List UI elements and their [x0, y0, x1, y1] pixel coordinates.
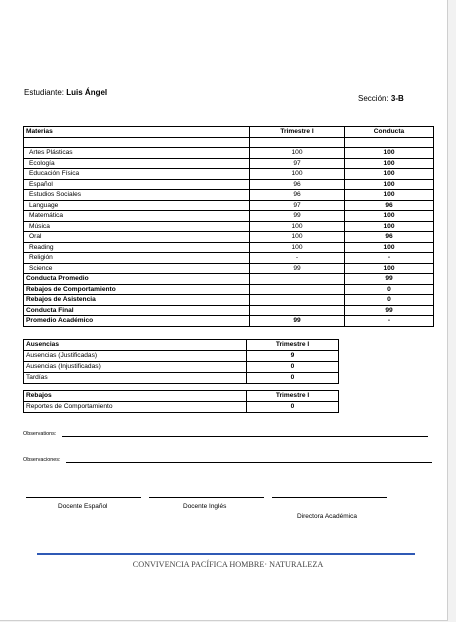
signature-line-english	[149, 497, 264, 498]
deduction-count: 0	[247, 402, 339, 413]
grades-table	[23, 126, 434, 327]
conduct-grade: -	[345, 253, 434, 264]
table-header-row	[24, 391, 339, 402]
summary-label: Promedio Académico	[24, 316, 250, 327]
table-row	[24, 190, 434, 201]
summary-row	[24, 284, 434, 295]
column-header: Trimestre I	[247, 340, 339, 351]
absence-type: Tardías	[24, 373, 247, 384]
table-spacer-row	[24, 138, 434, 148]
section-label: Sección:	[358, 94, 389, 103]
signature-line-director	[272, 497, 387, 498]
table-row	[24, 211, 434, 222]
summary-trimester: 99	[250, 316, 345, 327]
summary-conduct: 99	[345, 305, 434, 316]
column-header: Conducta	[345, 127, 434, 138]
subject-name: Religión	[24, 253, 250, 264]
conduct-grade: 96	[345, 232, 434, 243]
section-line	[358, 94, 404, 103]
summary-row	[24, 274, 434, 285]
conduct-grade: 100	[345, 169, 434, 180]
summary-conduct: 0	[345, 295, 434, 306]
trimester-grade: 100	[250, 169, 345, 180]
student-name: Luis Ángel	[66, 88, 108, 97]
conduct-grade: 100	[345, 242, 434, 253]
table-row	[24, 169, 434, 180]
conduct-grade: 96	[345, 200, 434, 211]
subject-name: Artes Plásticas	[24, 148, 250, 159]
table-row	[24, 221, 434, 232]
trimester-grade: 96	[250, 190, 345, 201]
trimester-grade: 99	[250, 263, 345, 274]
subject-name: Science	[24, 263, 250, 274]
empty-cell	[345, 138, 434, 148]
signature-label-spanish: Docente Español	[58, 503, 108, 510]
summary-conduct: -	[345, 316, 434, 327]
student-label: Estudiante:	[24, 88, 65, 97]
footer-divider	[37, 553, 415, 555]
signature-label-director: Directora Académica	[297, 513, 357, 520]
table-row	[24, 232, 434, 243]
conduct-grade: 100	[345, 190, 434, 201]
subject-name: Language	[24, 200, 250, 211]
deductions-table	[23, 390, 339, 413]
summary-conduct: 99	[345, 274, 434, 285]
table-row	[24, 263, 434, 274]
trimester-grade: 97	[250, 158, 345, 169]
subject-name: Matemática	[24, 211, 250, 222]
summary-label: Conducta Promedio	[24, 274, 250, 285]
subject-name: Oral	[24, 232, 250, 243]
table-header-row	[24, 340, 339, 351]
summary-label: Rebajos de Asistencia	[24, 295, 250, 306]
table-row	[24, 242, 434, 253]
summary-conduct: 0	[345, 284, 434, 295]
summary-label: Conducta Final	[24, 305, 250, 316]
conduct-grade: 100	[345, 263, 434, 274]
column-header: Trimestre I	[247, 391, 339, 402]
signature-line-spanish	[26, 497, 141, 498]
signature-label-english: Docente Inglés	[183, 503, 227, 510]
trimester-grade: 100	[250, 221, 345, 232]
trimester-grade: -	[250, 253, 345, 264]
column-header: Ausencias	[24, 340, 247, 351]
student-line	[24, 88, 107, 97]
table-row	[24, 158, 434, 169]
trimester-grade: 97	[250, 200, 345, 211]
absences-table	[23, 339, 339, 384]
absence-type: Ausencias (Justificadas)	[24, 351, 247, 362]
subject-name: Español	[24, 179, 250, 190]
section-value: 3-B	[390, 94, 404, 103]
column-header: Rebajos	[24, 391, 247, 402]
subject-name: Estudios Sociales	[24, 190, 250, 201]
observations-label-en: Observations:	[23, 431, 57, 437]
footer-motto: CONVIVENCIA PACÍFICA HOMBRE· NATURALEZA	[132, 560, 324, 569]
summary-trimester	[250, 274, 345, 285]
observations-line-es	[66, 462, 432, 463]
trimester-grade: 100	[250, 148, 345, 159]
table-header-row	[24, 127, 434, 138]
table-row	[24, 200, 434, 211]
trimester-grade: 96	[250, 179, 345, 190]
column-header: Trimestre I	[250, 127, 345, 138]
summary-trimester	[250, 284, 345, 295]
trimester-grade: 99	[250, 211, 345, 222]
trimester-grade: 100	[250, 242, 345, 253]
absence-count: 9	[247, 351, 339, 362]
column-header: Materias	[24, 127, 250, 138]
observations-line-en	[62, 436, 428, 437]
trimester-grade: 100	[250, 232, 345, 243]
subject-name: Educación Física	[24, 169, 250, 180]
empty-cell	[24, 138, 250, 148]
subject-name: Ecología	[24, 158, 250, 169]
summary-trimester	[250, 295, 345, 306]
summary-trimester	[250, 305, 345, 316]
conduct-grade: 100	[345, 211, 434, 222]
empty-cell	[250, 138, 345, 148]
summary-row	[24, 305, 434, 316]
summary-row	[24, 295, 434, 306]
observations-label-es: Observaciones:	[23, 457, 61, 463]
absence-type: Ausencias (Injustificadas)	[24, 362, 247, 373]
table-row	[24, 402, 339, 413]
subject-name: Música	[24, 221, 250, 232]
table-row	[24, 362, 339, 373]
subject-name: Reading	[24, 242, 250, 253]
absence-count: 0	[247, 362, 339, 373]
table-row	[24, 148, 434, 159]
conduct-grade: 100	[345, 221, 434, 232]
table-row	[24, 179, 434, 190]
deduction-type: Reportes de Comportamiento	[24, 402, 247, 413]
conduct-grade: 100	[345, 148, 434, 159]
table-row	[24, 253, 434, 264]
summary-label: Rebajos de Comportamiento	[24, 284, 250, 295]
conduct-grade: 100	[345, 179, 434, 190]
table-row	[24, 351, 339, 362]
table-row	[24, 373, 339, 384]
absence-count: 0	[247, 373, 339, 384]
conduct-grade: 100	[345, 158, 434, 169]
summary-row	[24, 316, 434, 327]
